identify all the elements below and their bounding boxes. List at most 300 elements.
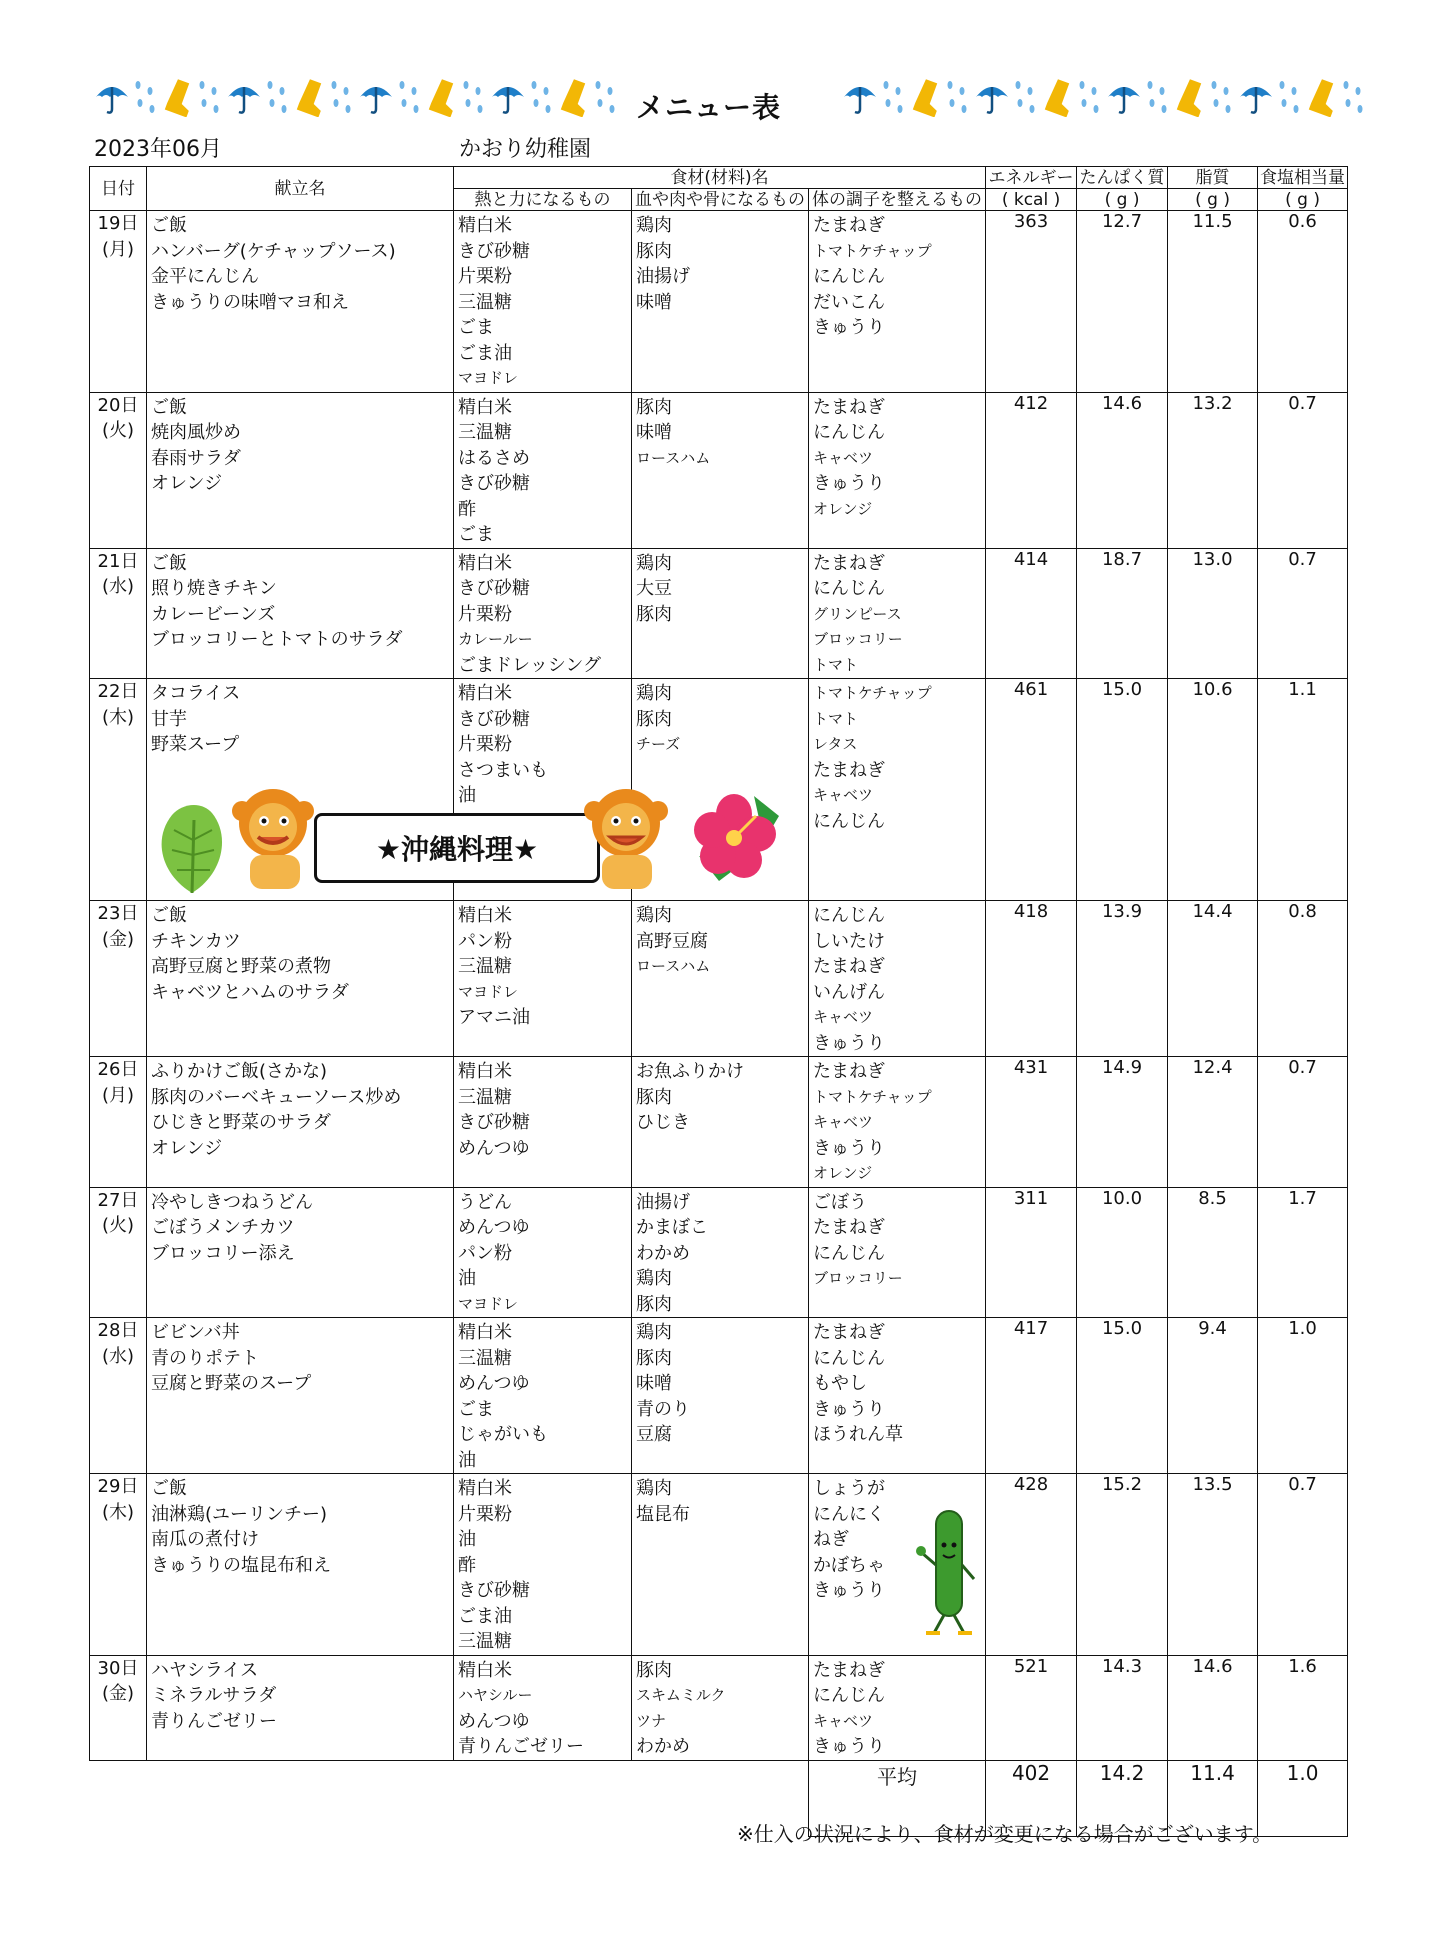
ingredient-item: キャベツ bbox=[813, 1711, 874, 1730]
table-row bbox=[90, 211, 1348, 393]
ingredient-item: たまねぎ bbox=[813, 956, 885, 977]
raindrops-icon bbox=[328, 77, 356, 117]
umbrella-icon bbox=[92, 77, 132, 117]
body-food-cell bbox=[632, 1187, 809, 1318]
day-label: 30日 bbox=[97, 1657, 139, 1679]
ingredient-item: 精白米 bbox=[458, 683, 512, 704]
ingredient-item: 精白米 bbox=[458, 1659, 512, 1681]
dish-item: ごぼうメンチカツ bbox=[151, 1217, 295, 1238]
dish-item: カレービーンズ bbox=[151, 603, 276, 625]
weekday-label: (金) bbox=[101, 1683, 135, 1704]
raindrops-icon bbox=[880, 77, 908, 117]
dish-item: 青りんごゼリー bbox=[151, 1710, 277, 1732]
protein-value: 18.7 bbox=[1077, 548, 1168, 679]
ingredient-item: たまねぎ bbox=[813, 1322, 885, 1343]
kcal-value: 311 bbox=[986, 1187, 1077, 1318]
ingredient-item: 油 bbox=[458, 1449, 476, 1471]
ingredient-item: たまねぎ bbox=[813, 1217, 885, 1238]
ingredient-item: 豚肉 bbox=[636, 396, 672, 418]
kcal-value: 461 bbox=[986, 679, 1077, 901]
decorative-banner-right bbox=[840, 72, 1368, 122]
date-cell bbox=[90, 392, 147, 548]
ingredient-item: きび砂糖 bbox=[458, 1580, 530, 1601]
table-row bbox=[90, 392, 1348, 548]
rain-boot-icon bbox=[1304, 77, 1340, 117]
raindrops-icon bbox=[944, 77, 972, 117]
dishes-cell bbox=[147, 1318, 454, 1474]
body-food-cell bbox=[632, 1655, 809, 1760]
ingredient-item: わかめ bbox=[636, 1736, 690, 1757]
ingredient-item: マヨドレ bbox=[458, 1294, 519, 1313]
ingredient-item: めんつゆ bbox=[458, 1710, 530, 1732]
body-food-cell bbox=[632, 1474, 809, 1656]
ingredient-item: さつまいも bbox=[458, 759, 548, 781]
ingredient-item: 豚肉 bbox=[636, 1293, 672, 1315]
weekday-label: (水) bbox=[101, 576, 135, 597]
ingredient-item: きゅうり bbox=[813, 1736, 885, 1757]
ingredient-item: はるさめ bbox=[458, 447, 530, 469]
ingredient-item: きゅうり bbox=[813, 1398, 885, 1420]
dish-item: きゅうりの塩昆布和え bbox=[151, 1554, 331, 1576]
weekday-label: (火) bbox=[101, 1215, 135, 1236]
school-name: かおり幼稚園 bbox=[459, 137, 592, 162]
salt-value: 1.6 bbox=[1258, 1655, 1348, 1760]
salt-value: 1.0 bbox=[1258, 1318, 1348, 1474]
weekday-label: (月) bbox=[101, 238, 135, 260]
kcal-value: 363 bbox=[986, 211, 1077, 393]
day-label: 27日 bbox=[97, 1189, 139, 1211]
ingredient-item: もやし bbox=[813, 1373, 867, 1394]
header-dish: 献立名 bbox=[147, 167, 454, 211]
energy-food-cell bbox=[454, 1655, 632, 1760]
dish-item: ご飯 bbox=[151, 215, 187, 236]
dish-item: 油淋鶏(ユーリンチー) bbox=[151, 1503, 328, 1525]
kcal-value: 412 bbox=[986, 392, 1077, 548]
dish-item: ハヤシライス bbox=[151, 1659, 259, 1681]
ingredient-item: レタス bbox=[813, 735, 858, 753]
ingredient-item: ロースハム bbox=[636, 957, 711, 975]
protein-value: 15.0 bbox=[1077, 1318, 1168, 1474]
ingredient-item: キャベツ bbox=[813, 786, 874, 804]
salt-value: 0.7 bbox=[1258, 1057, 1348, 1188]
ingredient-item: きゅうり bbox=[813, 1032, 885, 1054]
dish-item: きゅうりの味噌マヨ和え bbox=[151, 291, 349, 313]
ingredient-item: マヨドレ bbox=[458, 369, 519, 387]
ingredient-item: ロースハム bbox=[636, 448, 711, 467]
ingredient-item: たまねぎ bbox=[813, 552, 885, 574]
dish-item: 冷やしきつねうどん bbox=[151, 1191, 313, 1213]
ingredient-item: オレンジ bbox=[813, 499, 873, 518]
dish-item: チキンカツ bbox=[151, 930, 241, 952]
date-cell bbox=[90, 548, 147, 679]
table-row bbox=[90, 1318, 1348, 1474]
header-fat-unit: ( g ) bbox=[1168, 189, 1258, 211]
leaf-icon bbox=[152, 795, 232, 895]
ingredient-item: 精白米 bbox=[458, 552, 512, 574]
dish-item: ふりかけご飯(さかな) bbox=[151, 1061, 328, 1082]
ingredient-item: にんじん bbox=[813, 578, 885, 599]
energy-food-cell bbox=[454, 211, 632, 393]
dishes-cell bbox=[147, 1057, 454, 1188]
header-energy-unit: ( kcal ) bbox=[986, 189, 1077, 211]
ingredient-item: キャベツ bbox=[813, 1113, 874, 1131]
ingredient-item: きび砂糖 bbox=[458, 708, 530, 730]
ingredient-item: 豚肉 bbox=[636, 1347, 672, 1369]
ingredient-item: うどん bbox=[458, 1191, 512, 1213]
dishes-cell bbox=[147, 211, 454, 393]
energy-food-cell bbox=[454, 1474, 632, 1656]
day-label: 26日 bbox=[97, 1059, 139, 1080]
salt-value: 0.7 bbox=[1258, 1474, 1348, 1656]
fat-value: 13.5 bbox=[1168, 1474, 1258, 1656]
dish-item: 南瓜の煮付け bbox=[151, 1529, 259, 1550]
ingredient-item: ねぎ bbox=[813, 1529, 849, 1550]
header-salt: 食塩相当量 bbox=[1258, 167, 1348, 189]
header-protein: たんぱく質 bbox=[1077, 167, 1168, 189]
ingredient-item: かぼちゃ bbox=[813, 1554, 885, 1576]
regulate-food-cell bbox=[809, 901, 986, 1057]
ingredient-item: 精白米 bbox=[458, 1478, 512, 1499]
ingredient-item: めんつゆ bbox=[458, 1137, 530, 1159]
ingredient-item: にんじん bbox=[813, 810, 885, 832]
kcal-value: 521 bbox=[986, 1655, 1077, 1760]
ingredient-item: 油 bbox=[458, 785, 476, 806]
umbrella-icon bbox=[972, 77, 1012, 117]
average-label: 平均 bbox=[809, 1760, 986, 1836]
raindrops-icon bbox=[396, 77, 424, 117]
ingredient-item: 精白米 bbox=[458, 1322, 512, 1343]
protein-value: 14.6 bbox=[1077, 392, 1168, 548]
weekday-label: (水) bbox=[101, 1345, 135, 1367]
ingredient-item: マヨドレ bbox=[458, 982, 519, 1001]
day-label: 28日 bbox=[97, 1320, 139, 1341]
header-regulate-food: 体の調子を整えるもの bbox=[809, 189, 986, 211]
date-cell bbox=[90, 211, 147, 393]
header-energy-food: 熱と力になるもの bbox=[454, 189, 632, 211]
umbrella-icon bbox=[488, 77, 528, 117]
ingredient-item: ほうれん草 bbox=[813, 1424, 903, 1445]
dish-item: 焼肉風炒め bbox=[151, 422, 241, 443]
page-title: メニュー表 bbox=[636, 91, 782, 124]
average-salt: 1.0 bbox=[1258, 1760, 1348, 1836]
day-label: 19日 bbox=[97, 213, 139, 234]
ingredient-item: 豆腐 bbox=[636, 1424, 672, 1445]
regulate-food-cell bbox=[809, 392, 986, 548]
ingredient-item: 酢 bbox=[458, 1554, 476, 1576]
kcal-value: 431 bbox=[986, 1057, 1077, 1188]
ingredient-item: 鶏肉 bbox=[636, 1322, 672, 1343]
ingredient-item: 鶏肉 bbox=[636, 552, 672, 574]
ingredient-item: にんじん bbox=[813, 422, 885, 443]
ingredient-item: 鶏肉 bbox=[636, 905, 672, 926]
ingredient-item: きゅうり bbox=[813, 1580, 885, 1601]
salt-value: 0.7 bbox=[1258, 548, 1348, 679]
table-row bbox=[90, 1655, 1348, 1760]
weekday-label: (木) bbox=[101, 1501, 135, 1523]
dish-item: 甘芋 bbox=[151, 708, 187, 730]
day-label: 22日 bbox=[97, 681, 139, 702]
dish-item: オレンジ bbox=[151, 473, 223, 494]
raindrops-icon bbox=[1012, 77, 1040, 117]
ingredient-item: アマニ油 bbox=[458, 1007, 530, 1028]
okinawa-cuisine-banner: ★沖縄料理★ bbox=[314, 813, 600, 883]
ingredient-item: しょうが bbox=[813, 1478, 885, 1499]
ingredient-item: 三温糖 bbox=[458, 422, 512, 443]
protein-value: 14.3 bbox=[1077, 1655, 1168, 1760]
fat-value: 14.4 bbox=[1168, 901, 1258, 1057]
energy-food-cell bbox=[454, 392, 632, 548]
raindrops-icon bbox=[1076, 77, 1104, 117]
rain-boot-icon bbox=[160, 77, 196, 117]
regulate-food-cell bbox=[809, 679, 986, 901]
body-food-cell bbox=[632, 548, 809, 679]
salt-value: 0.6 bbox=[1258, 211, 1348, 393]
shisa-lion-icon bbox=[578, 785, 673, 895]
date-cell bbox=[90, 679, 147, 901]
ingredient-item: にんじん bbox=[813, 1685, 885, 1706]
ingredient-item: いんげん bbox=[813, 981, 885, 1003]
ingredient-item: 三温糖 bbox=[458, 291, 512, 313]
ingredient-item: 味噌 bbox=[636, 422, 672, 443]
ingredient-item: カレールー bbox=[458, 630, 533, 648]
protein-value: 12.7 bbox=[1077, 211, 1168, 393]
dish-item: 高野豆腐と野菜の煮物 bbox=[151, 956, 331, 977]
dish-item: ひじきと野菜のサラダ bbox=[151, 1112, 331, 1133]
table-row bbox=[90, 901, 1348, 1057]
ingredient-item: ブロッコリー bbox=[813, 1269, 903, 1287]
ingredient-item: 三温糖 bbox=[458, 1347, 512, 1369]
regulate-food-cell bbox=[809, 1318, 986, 1474]
raindrops-icon bbox=[1340, 77, 1368, 117]
ingredient-item: スキムミルク bbox=[636, 1686, 726, 1704]
dish-item: ご飯 bbox=[151, 552, 187, 574]
ingredient-item: たまねぎ bbox=[813, 1061, 885, 1082]
dish-item: ご飯 bbox=[151, 1478, 187, 1499]
date-cell bbox=[90, 901, 147, 1057]
date-cell bbox=[90, 1655, 147, 1760]
raindrops-icon bbox=[592, 77, 620, 117]
fat-value: 9.4 bbox=[1168, 1318, 1258, 1474]
table-row bbox=[90, 548, 1348, 679]
dish-item: ビビンバ丼 bbox=[151, 1322, 240, 1343]
fat-value: 11.5 bbox=[1168, 211, 1258, 393]
ingredient-item: かまぼこ bbox=[636, 1217, 708, 1238]
weekday-label: (木) bbox=[101, 706, 135, 728]
month-label: 2023年06月 bbox=[94, 137, 222, 162]
ingredient-item: トマトケチャップ bbox=[813, 1087, 932, 1106]
ingredient-item: たまねぎ bbox=[813, 215, 885, 236]
ingredient-item: ごま油 bbox=[458, 1605, 512, 1627]
fat-value: 12.4 bbox=[1168, 1057, 1258, 1188]
ingredient-item: キャベツ bbox=[813, 1008, 874, 1026]
raindrops-icon bbox=[1144, 77, 1172, 117]
ingredient-item: キャベツ bbox=[813, 448, 874, 467]
kcal-value: 414 bbox=[986, 548, 1077, 679]
ingredient-item: きび砂糖 bbox=[458, 578, 530, 599]
cucumber-character-icon bbox=[912, 1505, 987, 1640]
umbrella-icon bbox=[224, 77, 264, 117]
ingredient-item: トマト bbox=[813, 709, 859, 728]
ingredient-item: 酢 bbox=[458, 498, 476, 520]
regulate-food-cell bbox=[809, 1655, 986, 1760]
ingredient-item: ブロッコリー bbox=[813, 630, 903, 648]
average-protein: 14.2 bbox=[1077, 1760, 1168, 1836]
regulate-food-cell bbox=[809, 1057, 986, 1188]
umbrella-icon bbox=[1104, 77, 1144, 117]
dish-item: 豚肉のバーベキューソース炒め bbox=[151, 1086, 402, 1108]
ingredient-item: ごま bbox=[458, 1398, 494, 1420]
ingredient-item: ひじき bbox=[636, 1112, 690, 1133]
header-salt-unit: ( g ) bbox=[1258, 189, 1348, 211]
dish-item: 青のりポテト bbox=[151, 1347, 259, 1369]
shisa-lion-icon bbox=[228, 785, 323, 895]
dish-item: ハンバーグ(ケチャップソース) bbox=[151, 240, 396, 262]
ingredient-item: たまねぎ bbox=[813, 1659, 885, 1681]
ingredient-item: にんじん bbox=[813, 905, 885, 926]
raindrops-icon bbox=[528, 77, 556, 117]
raindrops-icon bbox=[196, 77, 224, 117]
date-cell bbox=[90, 1474, 147, 1656]
dish-item: タコライス bbox=[151, 683, 241, 704]
dish-item: ブロッコリーとトマトのサラダ bbox=[151, 629, 403, 650]
decorative-banner-left bbox=[92, 72, 620, 122]
date-cell bbox=[90, 1318, 147, 1474]
ingredient-item: ハヤシルー bbox=[458, 1686, 533, 1704]
ingredient-item: 精白米 bbox=[458, 396, 512, 418]
dishes-cell bbox=[147, 548, 454, 679]
ingredient-item: 豚肉 bbox=[636, 1659, 672, 1681]
ingredient-item: にんじん bbox=[813, 1242, 885, 1264]
ingredient-item: 片栗粉 bbox=[458, 1503, 512, 1525]
fat-value: 10.6 bbox=[1168, 679, 1258, 901]
weekday-label: (月) bbox=[101, 1084, 135, 1106]
ingredient-item: お魚ふりかけ bbox=[636, 1061, 744, 1082]
dishes-cell bbox=[147, 1655, 454, 1760]
header-protein-unit: ( g ) bbox=[1077, 189, 1168, 211]
protein-value: 10.0 bbox=[1077, 1187, 1168, 1318]
day-label: 23日 bbox=[97, 903, 139, 924]
ingredient-item: にんじん bbox=[813, 1347, 885, 1369]
dish-item: ご飯 bbox=[151, 396, 187, 418]
header-body-food: 血や肉や骨になるもの bbox=[632, 189, 809, 211]
ingredient-item: 片栗粉 bbox=[458, 266, 512, 287]
protein-value: 14.9 bbox=[1077, 1057, 1168, 1188]
ingredient-item: パン粉 bbox=[458, 930, 512, 952]
rain-boot-icon bbox=[908, 77, 944, 117]
ingredient-item: 塩昆布 bbox=[636, 1503, 690, 1525]
protein-value: 13.9 bbox=[1077, 901, 1168, 1057]
salt-value: 0.8 bbox=[1258, 901, 1348, 1057]
ingredient-item: ごぼう bbox=[813, 1191, 867, 1213]
raindrops-icon bbox=[1276, 77, 1304, 117]
ingredient-item: トマト bbox=[813, 655, 859, 674]
ingredient-item: きび砂糖 bbox=[458, 240, 530, 262]
salt-value: 1.1 bbox=[1258, 679, 1348, 901]
umbrella-icon bbox=[356, 77, 396, 117]
table-row bbox=[90, 1057, 1348, 1188]
ingredient-item: きゅうり bbox=[813, 1137, 885, 1159]
raindrops-icon bbox=[264, 77, 292, 117]
umbrella-icon bbox=[1236, 77, 1276, 117]
dish-item: オレンジ bbox=[151, 1137, 223, 1159]
average-kcal: 402 bbox=[986, 1760, 1077, 1836]
fat-value: 13.2 bbox=[1168, 392, 1258, 548]
fat-value: 14.6 bbox=[1168, 1655, 1258, 1760]
ingredient-item: 油 bbox=[458, 1529, 476, 1550]
weekday-label: (火) bbox=[101, 420, 135, 441]
ingredient-item: 味噌 bbox=[636, 291, 672, 313]
fat-value: 8.5 bbox=[1168, 1187, 1258, 1318]
table-row bbox=[90, 1187, 1348, 1318]
energy-food-cell bbox=[454, 548, 632, 679]
regulate-food-cell bbox=[809, 548, 986, 679]
protein-value: 15.0 bbox=[1077, 679, 1168, 901]
dish-item: ミネラルサラダ bbox=[151, 1685, 277, 1706]
ingredient-item: めんつゆ bbox=[458, 1373, 530, 1394]
raindrops-icon bbox=[1208, 77, 1236, 117]
ingredient-item: 油揚げ bbox=[636, 1191, 690, 1213]
ingredient-item: 豚肉 bbox=[636, 240, 672, 262]
ingredient-item: 味噌 bbox=[636, 1373, 672, 1394]
hibiscus-flower-icon bbox=[684, 786, 784, 886]
ingredient-item: 精白米 bbox=[458, 1061, 512, 1082]
ingredient-item: ごまドレッシング bbox=[458, 654, 602, 676]
ingredient-item: グリンピース bbox=[813, 604, 902, 623]
ingredient-item: にんにく bbox=[813, 1503, 885, 1525]
ingredient-item: じゃがいも bbox=[458, 1424, 548, 1445]
dishes-cell bbox=[147, 392, 454, 548]
fat-value: 13.0 bbox=[1168, 548, 1258, 679]
ingredient-item: きび砂糖 bbox=[458, 473, 530, 494]
ingredient-item: 鶏肉 bbox=[636, 215, 672, 236]
ingredient-item: 高野豆腐 bbox=[636, 930, 708, 952]
header-date: 日付 bbox=[90, 167, 147, 211]
dish-item: 春雨サラダ bbox=[151, 447, 241, 469]
date-cell bbox=[90, 1057, 147, 1188]
rain-boot-icon bbox=[556, 77, 592, 117]
ingredient-item: パン粉 bbox=[458, 1242, 512, 1264]
ingredient-item: 三温糖 bbox=[458, 1631, 512, 1652]
rain-boot-icon bbox=[1040, 77, 1076, 117]
dishes-cell bbox=[147, 1187, 454, 1318]
kcal-value: 418 bbox=[986, 901, 1077, 1057]
dish-item: 豆腐と野菜のスープ bbox=[151, 1373, 312, 1394]
ingredient-item: 豚肉 bbox=[636, 603, 672, 625]
body-food-cell bbox=[632, 1057, 809, 1188]
kcal-value: 428 bbox=[986, 1474, 1077, 1656]
rain-boot-icon bbox=[1172, 77, 1208, 117]
day-label: 21日 bbox=[97, 550, 139, 572]
dish-item: 野菜スープ bbox=[151, 734, 240, 755]
ingredient-item: チーズ bbox=[636, 735, 681, 753]
ingredient-item: ごま bbox=[458, 524, 494, 545]
dish-item: ご飯 bbox=[151, 905, 187, 926]
energy-food-cell bbox=[454, 1318, 632, 1474]
ingredient-item: たまねぎ bbox=[813, 759, 885, 781]
table-row bbox=[90, 1474, 1348, 1656]
header-fat: 脂質 bbox=[1168, 167, 1258, 189]
day-label: 20日 bbox=[97, 394, 139, 416]
energy-food-cell bbox=[454, 1187, 632, 1318]
umbrella-icon bbox=[840, 77, 880, 117]
ingredient-item: 三温糖 bbox=[458, 1086, 512, 1108]
salt-value: 1.7 bbox=[1258, 1187, 1348, 1318]
ingredient-item: めんつゆ bbox=[458, 1217, 530, 1238]
ingredient-item: 三温糖 bbox=[458, 956, 512, 977]
ingredient-item: オレンジ bbox=[813, 1164, 873, 1182]
ingredient-item: ごま bbox=[458, 317, 494, 338]
ingredient-item: 豚肉 bbox=[636, 1086, 672, 1108]
